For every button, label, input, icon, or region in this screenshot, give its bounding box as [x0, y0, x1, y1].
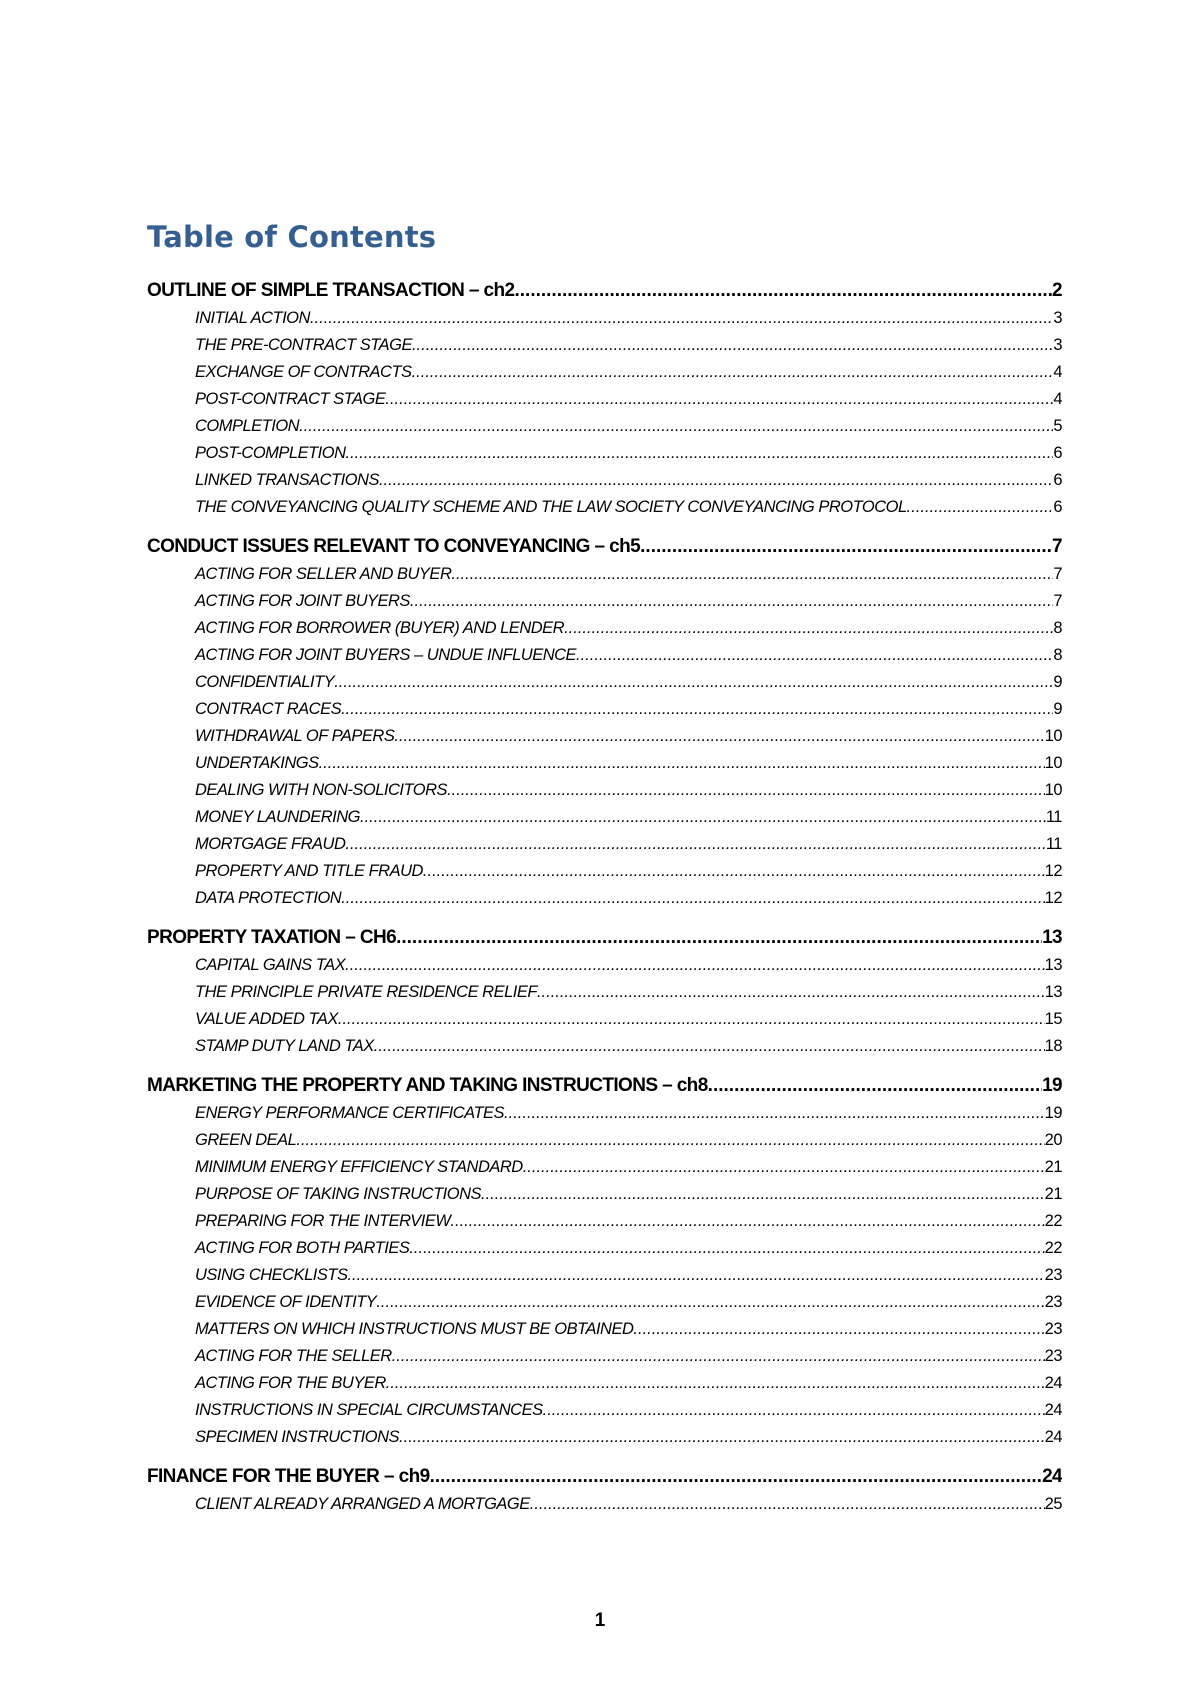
toc-entry-page-number: 22: [1044, 1239, 1062, 1257]
toc-entry-page-number: 12: [1044, 889, 1062, 907]
toc-subsection-entry[interactable]: [147, 723, 1062, 750]
toc-entry-page-number: 4: [1053, 363, 1062, 381]
toc-entry-page-number: 23: [1044, 1266, 1062, 1284]
dot-leader: [514, 276, 1052, 305]
toc-subsection-entry[interactable]: [147, 305, 1062, 332]
toc-entry-label: CAPITAL GAINS TAX: [195, 956, 346, 974]
dot-leader: [409, 1235, 1044, 1262]
toc-subsection-entry[interactable]: [147, 804, 1062, 831]
dot-leader: [341, 885, 1044, 912]
toc-entry-label: INSTRUCTIONS IN SPECIAL CIRCUMSTANCES: [195, 1401, 543, 1419]
toc-entry-page-number: 24: [1044, 1428, 1062, 1446]
toc-title: Table of Contents: [147, 220, 437, 254]
toc-entry-page-number: 12: [1044, 862, 1062, 880]
dot-leader: [412, 332, 1053, 359]
toc-subsection-entry[interactable]: [147, 952, 1062, 979]
dot-leader: [564, 615, 1053, 642]
toc-subsection-entry[interactable]: [147, 467, 1062, 494]
toc-entry-page-number: 13: [1044, 956, 1062, 974]
toc-entry-label: EXCHANGE OF CONTRACTS: [195, 363, 412, 381]
toc-subsection-entry[interactable]: [147, 1181, 1062, 1208]
dot-leader: [537, 979, 1045, 1006]
toc-subsection-entry[interactable]: [147, 561, 1062, 588]
toc-entry-page-number: 6: [1053, 444, 1062, 462]
toc-entry-page-number: 11: [1045, 835, 1062, 853]
toc-entry-page-number: 21: [1044, 1185, 1062, 1203]
dot-leader: [640, 532, 1052, 561]
toc-entry-label: ACTING FOR JOINT BUYERS – UNDUE INFLUENCE: [195, 646, 577, 664]
toc-entry-page-number: 20: [1044, 1131, 1062, 1149]
toc-entry-page-number: 7: [1053, 592, 1062, 610]
dot-leader: [633, 1316, 1044, 1343]
toc-entry-page-number: 10: [1044, 781, 1062, 799]
toc-entry-label: WITHDRAWAL OF PAPERS: [195, 727, 395, 745]
toc-entry-label: MONEY LAUNDERING: [195, 808, 360, 826]
toc-entry-label: LINKED TRANSACTIONS: [195, 471, 379, 489]
toc-subsection-entry[interactable]: [147, 1208, 1062, 1235]
toc-entry-label: INITIAL ACTION: [195, 309, 310, 327]
toc-entry-label: DEALING WITH NON-SOLICITORS: [195, 781, 448, 799]
toc-entry-page-number: 4: [1053, 390, 1062, 408]
toc-subsection-entry[interactable]: [147, 696, 1062, 723]
dot-leader: [708, 1071, 1042, 1100]
toc-entry-label: PROPERTY AND TITLE FRAUD: [195, 862, 423, 880]
toc-entry-page-number: 23: [1044, 1347, 1062, 1365]
table-of-contents: [147, 276, 1062, 1518]
dot-leader: [374, 1033, 1045, 1060]
toc-subsection-entry[interactable]: [147, 440, 1062, 467]
toc-entry-label: GREEN DEAL: [195, 1131, 297, 1149]
dot-leader: [376, 1289, 1044, 1316]
toc-subsection-entry[interactable]: [147, 413, 1062, 440]
dot-leader: [530, 1491, 1045, 1518]
toc-entry-label: THE PRINCIPLE PRIVATE RESIDENCE RELIEF: [195, 983, 537, 1001]
toc-subsection-entry[interactable]: [147, 1316, 1062, 1343]
toc-subsection-entry[interactable]: [147, 332, 1062, 359]
toc-section-entry[interactable]: [147, 923, 1062, 952]
toc-subsection-entry[interactable]: [147, 1033, 1062, 1060]
toc-section-entry[interactable]: [147, 1071, 1062, 1100]
toc-entry-label: CONFIDENTIALITY: [195, 673, 335, 691]
dot-leader: [430, 1462, 1043, 1491]
dot-leader: [345, 831, 1045, 858]
dot-leader: [392, 1343, 1045, 1370]
dot-leader: [451, 561, 1053, 588]
toc-subsection-entry[interactable]: [147, 1289, 1062, 1316]
toc-entry-label: THE CONVEYANCING QUALITY SCHEME AND THE LAW SOCIETY CONVEYANCING PROTOCOL: [195, 498, 907, 516]
dot-leader: [299, 413, 1053, 440]
toc-entry-page-number: 8: [1053, 619, 1062, 637]
toc-entry-label: ACTING FOR JOINT BUYERS: [195, 592, 410, 610]
toc-entry-label: CONDUCT ISSUES RELEVANT TO CONVEYANCING – ch5: [147, 536, 641, 557]
dot-leader: [347, 1262, 1044, 1289]
toc-entry-label: ACTING FOR THE SELLER: [195, 1347, 392, 1365]
toc-subsection-entry[interactable]: [147, 494, 1062, 521]
toc-entry-label: ACTING FOR BOTH PARTIES: [195, 1239, 410, 1257]
toc-entry-page-number: 24: [1044, 1374, 1062, 1392]
toc-subsection-entry[interactable]: [147, 669, 1062, 696]
dot-leader: [423, 858, 1045, 885]
toc-entry-label: DATA PROTECTION: [195, 889, 342, 907]
toc-entry-label: POST-COMPLETION: [195, 444, 346, 462]
toc-entry-page-number: 9: [1053, 673, 1062, 691]
toc-entry-page-number: 5: [1053, 417, 1062, 435]
toc-section-entry[interactable]: [147, 1462, 1062, 1491]
toc-entry-label: UNDERTAKINGS: [195, 754, 319, 772]
toc-subsection-entry[interactable]: [147, 1397, 1062, 1424]
toc-subsection-entry[interactable]: [147, 1424, 1062, 1451]
toc-entry-page-number: 3: [1053, 309, 1062, 327]
dot-leader: [341, 696, 1053, 723]
dot-leader: [319, 750, 1045, 777]
dot-leader: [345, 952, 1045, 979]
toc-entry-page-number: 25: [1044, 1495, 1062, 1513]
dot-leader: [346, 440, 1054, 467]
toc-subsection-entry[interactable]: [147, 979, 1062, 1006]
toc-section-entry[interactable]: [147, 532, 1062, 561]
toc-entry-page-number: 24: [1042, 1466, 1062, 1487]
toc-entry-page-number: 3: [1053, 336, 1062, 354]
dot-leader: [338, 1006, 1045, 1033]
toc-entry-label: ENERGY PERFORMANCE CERTIFICATES: [195, 1104, 505, 1122]
toc-subsection-entry[interactable]: [147, 1370, 1062, 1397]
toc-subsection-entry[interactable]: [147, 885, 1062, 912]
dot-leader: [394, 723, 1044, 750]
toc-entry-label: VALUE ADDED TAX: [195, 1010, 338, 1028]
toc-entry-label: MARKETING THE PROPERTY AND TAKING INSTRUCTIONS – ch8: [147, 1075, 708, 1096]
toc-entry-label: MORTGAGE FRAUD: [195, 835, 346, 853]
toc-subsection-entry[interactable]: [147, 777, 1062, 804]
toc-entry-label: ACTING FOR THE BUYER: [195, 1374, 386, 1392]
toc-entry-page-number: 24: [1044, 1401, 1062, 1419]
dot-leader: [310, 305, 1053, 332]
dot-leader: [450, 1208, 1044, 1235]
toc-entry-label: SPECIMEN INSTRUCTIONS: [195, 1428, 400, 1446]
toc-subsection-entry[interactable]: [147, 1127, 1062, 1154]
toc-entry-label: CLIENT ALREADY ARRANGED A MORTGAGE: [195, 1495, 530, 1513]
toc-entry-page-number: 21: [1044, 1158, 1062, 1176]
toc-entry-label: STAMP DUTY LAND TAX: [195, 1037, 374, 1055]
toc-subsection-entry[interactable]: [147, 1100, 1062, 1127]
toc-entry-label: USING CHECKLISTS: [195, 1266, 348, 1284]
toc-subsection-entry[interactable]: [147, 1154, 1062, 1181]
dot-leader: [334, 669, 1053, 696]
toc-entry-page-number: 18: [1044, 1037, 1062, 1055]
toc-subsection-entry[interactable]: [147, 831, 1062, 858]
dot-leader: [296, 1127, 1044, 1154]
toc-subsection-entry[interactable]: [147, 359, 1062, 386]
dot-leader: [576, 642, 1053, 669]
toc-entry-label: FINANCE FOR THE BUYER – ch9: [147, 1466, 430, 1487]
dot-leader: [907, 494, 1054, 521]
toc-entry-page-number: 13: [1042, 927, 1062, 948]
toc-entry-label: ACTING FOR BORROWER (BUYER) AND LENDER: [195, 619, 565, 637]
toc-entry-page-number: 22: [1044, 1212, 1062, 1230]
toc-subsection-entry[interactable]: [147, 750, 1062, 777]
dot-leader: [360, 804, 1046, 831]
toc-entry-page-number: 23: [1044, 1320, 1062, 1338]
toc-entry-page-number: 9: [1053, 700, 1062, 718]
toc-subsection-entry[interactable]: [147, 1235, 1062, 1262]
toc-entry-label: MINIMUM ENERGY EFFICIENCY STANDARD: [195, 1158, 523, 1176]
toc-subsection-entry[interactable]: [147, 1343, 1062, 1370]
toc-entry-label: COMPLETION: [195, 417, 300, 435]
toc-entry-page-number: 10: [1044, 754, 1062, 772]
toc-entry-label: THE PRE-CONTRACT STAGE: [195, 336, 412, 354]
dot-leader: [412, 359, 1054, 386]
dot-leader: [385, 386, 1053, 413]
toc-entry-page-number: 8: [1053, 646, 1062, 664]
dot-leader: [543, 1397, 1045, 1424]
toc-subsection-entry[interactable]: [147, 1491, 1062, 1518]
toc-entry-page-number: 7: [1052, 536, 1062, 557]
toc-entry-page-number: 2: [1052, 280, 1062, 301]
toc-entry-label: MATTERS ON WHICH INSTRUCTIONS MUST BE OBTAINED: [195, 1320, 634, 1338]
toc-entry-page-number: 23: [1044, 1293, 1062, 1311]
toc-entry-label: PURPOSE OF TAKING INSTRUCTIONS: [195, 1185, 482, 1203]
toc-entry-label: PROPERTY TAXATION – CH6: [147, 927, 397, 948]
toc-subsection-entry[interactable]: [147, 615, 1062, 642]
toc-entry-page-number: 11: [1045, 808, 1062, 826]
page-number: 1: [594, 1610, 606, 1631]
toc-entry-page-number: 19: [1042, 1075, 1062, 1096]
toc-subsection-entry[interactable]: [147, 588, 1062, 615]
toc-subsection-entry[interactable]: [147, 1262, 1062, 1289]
toc-subsection-entry[interactable]: [147, 642, 1062, 669]
dot-leader: [399, 1424, 1045, 1451]
dot-leader: [523, 1154, 1045, 1181]
toc-subsection-entry[interactable]: [147, 1006, 1062, 1033]
toc-subsection-entry[interactable]: [147, 386, 1062, 413]
toc-entry-label: OUTLINE OF SIMPLE TRANSACTION – ch2: [147, 280, 515, 301]
dot-leader: [447, 777, 1045, 804]
toc-subsection-entry[interactable]: [147, 858, 1062, 885]
dot-leader: [504, 1100, 1045, 1127]
dot-leader: [396, 923, 1042, 952]
dot-leader: [379, 467, 1053, 494]
toc-entry-page-number: 10: [1044, 727, 1062, 745]
dot-leader: [481, 1181, 1045, 1208]
dot-leader: [410, 588, 1053, 615]
toc-section-entry[interactable]: [147, 276, 1062, 305]
toc-entry-label: EVIDENCE OF IDENTITY: [195, 1293, 377, 1311]
toc-entry-page-number: 6: [1053, 498, 1062, 516]
toc-entry-page-number: 19: [1044, 1104, 1062, 1122]
toc-entry-page-number: 7: [1053, 565, 1062, 583]
toc-entry-label: POST-CONTRACT STAGE: [195, 390, 386, 408]
toc-entry-label: CONTRACT RACES: [195, 700, 342, 718]
toc-entry-page-number: 13: [1044, 983, 1062, 1001]
toc-entry-label: PREPARING FOR THE INTERVIEW: [195, 1212, 451, 1230]
toc-entry-page-number: 15: [1044, 1010, 1062, 1028]
dot-leader: [386, 1370, 1045, 1397]
toc-entry-label: ACTING FOR SELLER AND BUYER: [195, 565, 452, 583]
toc-entry-page-number: 6: [1053, 471, 1062, 489]
